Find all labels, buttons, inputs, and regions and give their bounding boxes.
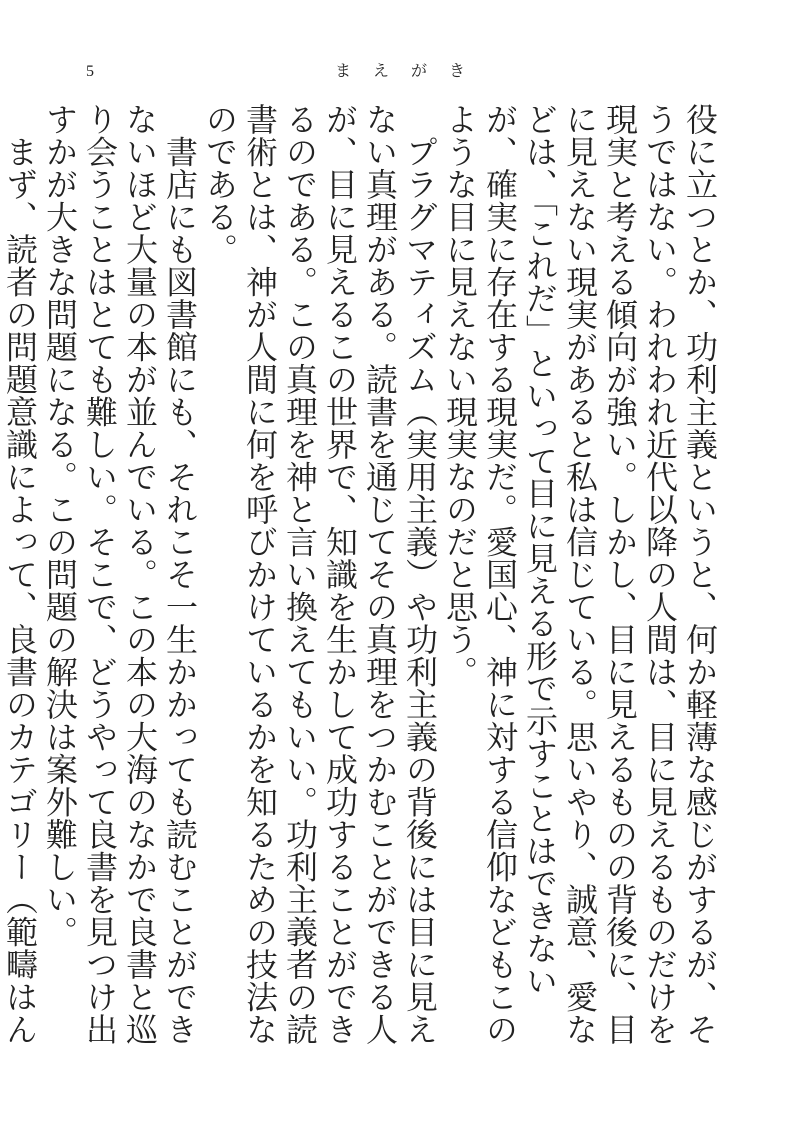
page-number: 5 [86,63,94,80]
paragraph: まず、読者の問題意識によって、良書のカテゴリー（範疇はん [1,135,39,1046]
paragraph: 役に立つとか、功利主義というと、何か軽薄な感じがするが、そうではない。われわれ近代以降の人間は、目に見えるものだけを現実と考える傾向が強い。しかし、目に見えるものの背後に、目に見えない現実があると私は信じている。思いやり、誠意、愛などは、「これだ」といって目に見える形で示すことはできないが、確実に存在する現実だ。愛国心、神に対する信仰などもこのような目に見えない現実なのだと思う。 [441,103,719,1046]
paragraph: プラグマティズム（実用主義）や功利主義の背後には目に見えない真理がある。読書を通じてその真理をつかむことができる人が、目に見えるこの世界で、知識を生かして成功することができるのである。この真理を神と言い換えてもいい。功利主義者の読書術とは、神が人間に何を呼びかけているかを知るための技法なのである。 [201,103,439,1046]
body-text [0,103,720,1048]
paragraph: 書店にも図書館にも、それこそ一生かかっても読むことができないほど大量の本が並んでいる。この本の大海のなかで良書と巡り会うことはとても難しい。そこで、どうやって良書を見つけ出すかが大きな問題になる。この問題の解決は案外難しい。 [41,103,199,1046]
running-head: まえがき [334,61,487,80]
